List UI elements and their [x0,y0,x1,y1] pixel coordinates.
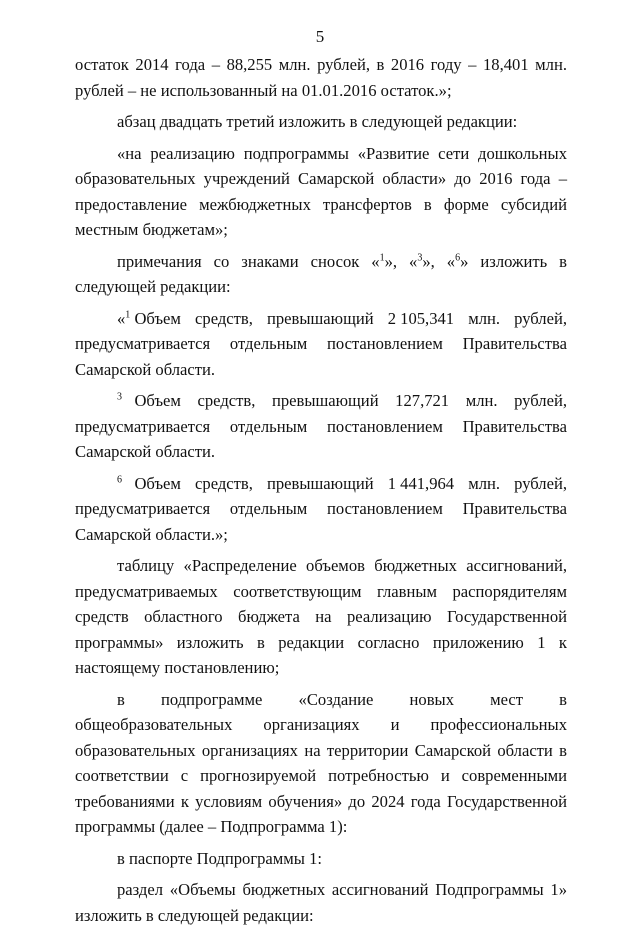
footnote-6 [75,471,567,548]
footnote-lead [117,388,181,414]
footnote-lead [117,471,181,497]
page-number: 5 [315,27,325,46]
footnote-instruction-text: », « [422,251,456,271]
footnote-lead [117,306,181,332]
footnote-mark: 1 [125,308,131,320]
footnote-word: 1 441,964 [387,473,455,493]
footnote-rest: предусматривается отдельным постановлением Правительства Самарской области. [75,334,567,379]
footnote-word: 2 105,341 [387,308,455,328]
footnote-quote-mark: « [117,308,126,328]
footnote-word: превышающий [271,391,379,410]
footnote-word: млн. [468,473,501,493]
footnote-first-line [75,306,567,332]
footnote-instruction-text: примечания со знаками сносок « [117,251,380,271]
footnote-3 [75,388,567,465]
footnote-word: средств, [197,391,256,410]
footnote-word: превышающий [267,308,374,328]
paragraph-section-funding: раздел «Объемы бюджетных ассигнований Подпрограммы 1» изложить в следующей редакции: [75,880,567,925]
footnote-rest: предусматривается отдельным постановлением Правительства Самарской области.»; [75,499,567,544]
footnote-word: рублей, [514,391,567,410]
footnote-first-line [75,471,567,497]
footnote-word: млн. [468,308,501,328]
footnote-word: Объем [134,308,181,328]
footnote-first-line [75,388,567,414]
footnote-mark: 3 [117,391,122,403]
footnote-mark: 6 [455,251,461,263]
document-body [75,52,567,934]
footnote-word: Объем [134,473,181,493]
footnote-mark: 6 [117,473,122,485]
footnote-word: 127,721 [395,391,450,410]
footnote-rest: предусматривается отдельным постановлением Правительства Самарской области. [75,416,567,461]
footnote-word: превышающий [267,473,374,493]
footnote-word: рублей, [514,308,567,328]
footnote-instruction-text: », « [384,251,418,271]
paragraph-passport: в паспорте Подпрограммы 1: [117,848,323,868]
paragraph-quoted-subprogram: «на реализацию подпрограммы «Развитие сети дошкольных образовательных учреждений Самарской области» до 2016 года – предоставление межбюджетных трансфертов в форме субсидий местным бюджетам»; [75,143,567,239]
footnote-word: средств, [195,308,253,328]
footnote-mark: 1 [379,251,385,263]
footnote-word: средств, [195,473,253,493]
paragraph-subprogram-1: в подпрограмме «Создание новых мест в общеобразовательных организациях и профессиональных образовательных организациях на территории Самарской области в соответствии с прогнозируемой потребностью и современными требованиями к условиям обучения» до 2024 года Государственной программы (далее – Подпрограмма 1): [75,689,567,836]
footnote-word: Объем [134,391,181,410]
footnote-word: рублей, [514,473,567,493]
paragraph-remainder: остаток 2014 года – 88,255 млн. рублей, в 2016 году – 18,401 млн. рублей – не использованный на 01.01.2016 остаток.»; [75,55,567,100]
footnote-instruction-text: » изложить в следующей редакции: [75,251,568,296]
footnote-1 [75,306,567,383]
paragraph-instruction-23: абзац двадцать третий изложить в следующей редакции: [117,112,518,131]
paragraph-table-instruction: таблицу «Распределение объемов бюджетных ассигнований, предусматриваемых соответствующим главным распорядителям средств областного бюджета на реализацию Государственной программы» изложить в редакции согласно приложению 1 к настоящему постановлению; [75,556,567,677]
footnote-mark: 3 [417,251,423,263]
paragraph-footnote-instruction [75,249,567,300]
footnote-word: млн. [465,391,498,410]
